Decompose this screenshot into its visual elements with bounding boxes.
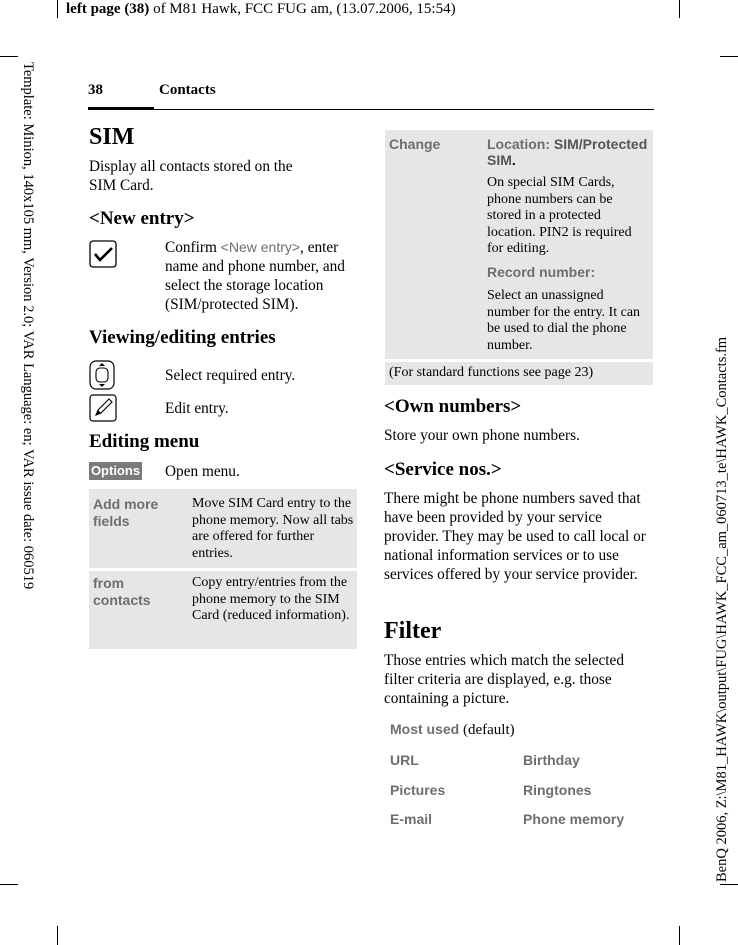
viewing-heading: Viewing/editing entries: [89, 327, 276, 348]
from-contacts-label: from contacts: [93, 575, 151, 608]
filter-option-ringtones: Ringtones: [523, 782, 592, 798]
crop-mark: [57, 926, 58, 945]
add-more-fields-text: Move SIM Card entry to the phone memory. Now all tabs are offered for further entries.: [192, 496, 354, 561]
new-entry-text-post: , enter name and phone number, and select the storage location (SIM/protected SIM).: [165, 239, 345, 313]
print-header-prefix: left page (38): [66, 1, 150, 17]
header-rule: [88, 109, 654, 110]
pencil-icon: [89, 394, 117, 422]
header-rule-thick: [88, 107, 154, 109]
filter-option-birthday: Birthday: [523, 752, 580, 768]
section-title: Contacts: [159, 82, 216, 98]
crop-mark: [720, 56, 738, 57]
sim-heading: SIM: [89, 124, 135, 150]
crop-mark: [679, 926, 680, 945]
filter-most-used: [390, 721, 515, 739]
print-header-rest: of M81 Hawk, FCC FUG am, (13.07.2006, 15:54): [149, 1, 456, 17]
own-numbers-text: Store your own phone numbers.: [384, 427, 580, 444]
location-value: SIM/Protected SIM: [487, 136, 648, 168]
crop-mark: [679, 0, 680, 18]
from-contacts-text: Copy entry/entries from the phone memory to the SIM Card (reduced information).: [192, 575, 350, 623]
checkmark-icon: [89, 240, 117, 268]
new-entry-text: [165, 238, 355, 314]
location-line: Location: SIM/Protected SIM.: [487, 136, 648, 168]
filter-text: Those entries which match the selected filter criteria are displayed, e.g. those containing a picture.: [384, 652, 624, 707]
crop-mark: [720, 884, 738, 885]
crop-mark: [0, 884, 18, 885]
filter-heading: Filter: [384, 618, 442, 644]
select-entry-text: Select required entry.: [165, 367, 296, 384]
record-number-desc: Select an unassigned number for the entry. It can be used to dial the phone number.: [487, 288, 641, 353]
navigation-key-icon: [89, 360, 115, 390]
sim-intro: Display all contacts stored on the SIM Card.: [89, 158, 293, 194]
own-numbers-heading: <Own numbers>: [384, 396, 522, 417]
location-prefix: Location:: [487, 136, 554, 152]
template-info: Template: Minion, 140x105 mm, Version 2.0; VAR Language: en; VAR issue date: 060519: [20, 62, 36, 590]
new-entry-ui: <New entry>: [220, 239, 301, 255]
most-used-label: Most used: [390, 721, 460, 737]
print-header: [66, 0, 456, 18]
crop-mark: [0, 56, 18, 57]
filter-option-phone-memory: Phone memory: [523, 811, 625, 827]
standard-functions-note: (For standard functions see page 23): [389, 365, 594, 380]
filter-option-email: E-mail: [390, 811, 433, 827]
new-entry-heading: <New entry>: [89, 208, 195, 229]
options-softkey[interactable]: Options: [90, 463, 141, 478]
page-number: 38: [88, 82, 103, 98]
service-nos-text: There might be phone numbers saved that have been provided by your service provider. They may be used to call local or national information services or to use services offered by your service provider.: [384, 490, 646, 583]
add-more-fields-label: Add more fields: [93, 496, 159, 529]
crop-mark: [57, 0, 58, 18]
filter-option-url: URL: [390, 752, 419, 768]
default-note: (default): [459, 722, 515, 738]
location-desc: On special SIM Cards, phone numbers can be stored in a protected location. PIN2 is required for editing.: [487, 175, 632, 256]
open-menu-text: Open menu.: [165, 463, 240, 480]
editing-menu-heading: Editing menu: [89, 431, 200, 452]
filter-option-pictures: Pictures: [390, 782, 446, 798]
new-entry-text-pre: Confirm: [165, 239, 221, 256]
record-number-label: Record number:: [487, 264, 596, 280]
service-nos-heading: <Service nos.>: [384, 459, 502, 480]
file-path-info: BenQ 2006, Z:\M81_HAWK\output\FUG\HAWK_FCC_am_060713_te\HAWK_Contacts.fm: [714, 336, 730, 882]
change-label: Change: [389, 136, 441, 152]
edit-entry-text: Edit entry.: [165, 400, 229, 417]
